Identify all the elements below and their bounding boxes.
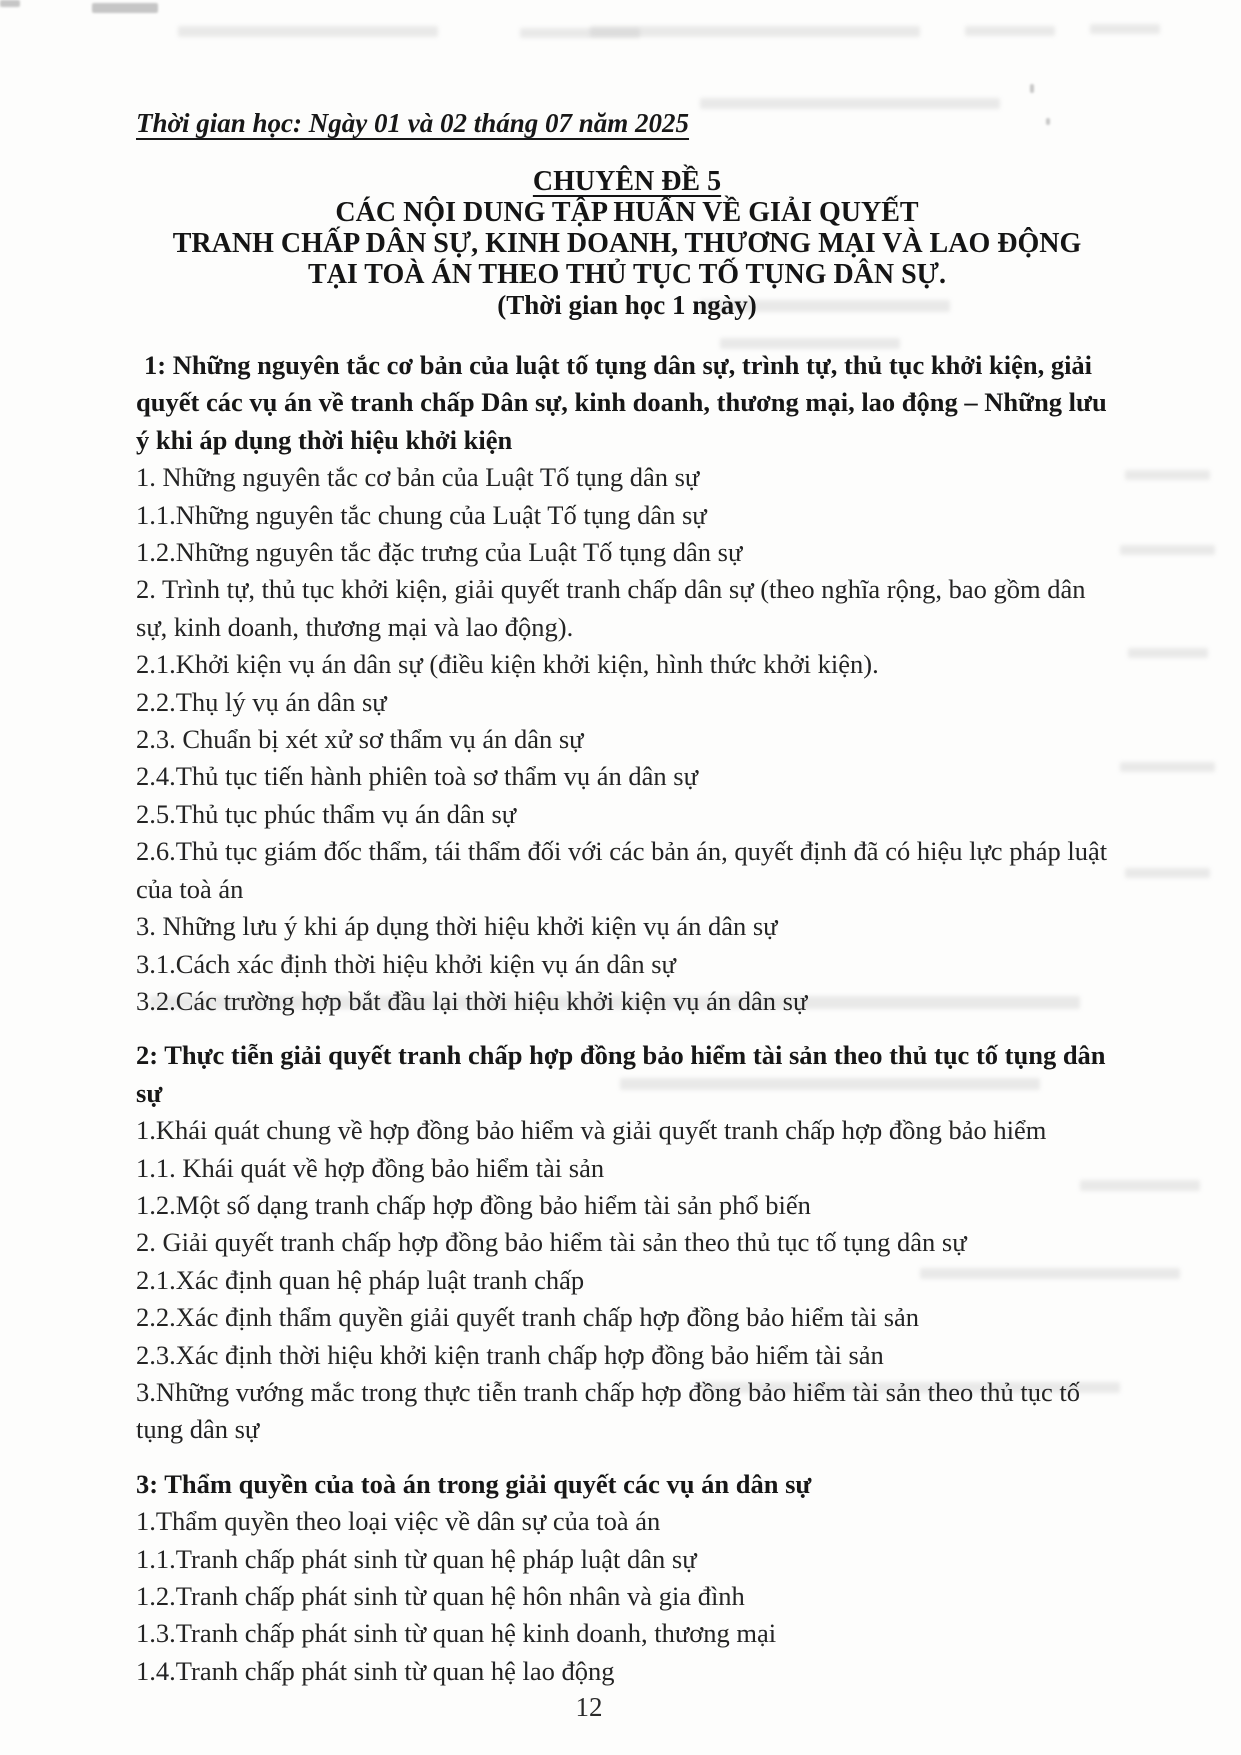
outline-item: 1.Khái quát chung về hợp đồng bảo hiểm và giải quyết tranh chấp hợp đồng bảo hiểm [136,1115,1047,1146]
scan-artifact [1128,648,1208,658]
outline-item: 2. Trình tự, thủ tục khởi kiện, giải quyết tranh chấp dân sự (theo nghĩa rộng, bao gồm dân sự, kinh doanh, thương mại và lao động). [136,574,1086,642]
outline-item: 1.1. Khái quát về hợp đồng bảo hiểm tài sản [136,1152,605,1183]
scan-artifact [92,3,158,13]
outline-item: 3.2.Các trường hợp bắt đầu lại thời hiệu khởi kiện vụ án dân sự [136,985,808,1016]
title-line-4: TẠI TOÀ ÁN THEO THỦ TỤC TỐ TỤNG DÂN SỰ. [308,259,946,290]
outline-item: 3.1.Cách xác định thời hiệu khởi kiện vụ án dân sự [136,948,676,979]
section-2-heading: 2: Thực tiễn giải quyết tranh chấp hợp đồng bảo hiểm tài sản theo thủ tục tố tụng dân sự [136,1040,1106,1108]
outline-item: 1.2.Một số dạng tranh chấp hợp đồng bảo hiểm tài sản phổ biến [136,1189,811,1220]
outline-item: 2.5.Thủ tục phúc thẩm vụ án dân sự [136,798,517,829]
outline-item: 1.2.Tranh chấp phát sinh từ quan hệ hôn nhân và gia đình [136,1581,745,1611]
outline-item: 2. Giải quyết tranh chấp hợp đồng bảo hiểm tài sản theo thủ tục tố tụng dân sự [136,1227,967,1258]
outline-item: 1.4.Tranh chấp phát sinh từ quan hệ lao động [136,1655,615,1686]
outline-item: 3.Những vướng mắc trong thực tiễn tranh chấp hợp đồng bảo hiểm tài sản theo thủ tục tố tụng dân sự [136,1376,1080,1445]
outline-item: 1.1.Những nguyên tắc chung của Luật Tố tụng dân sự [136,499,707,530]
chapter-title [136,166,1118,197]
outline-item: 2.3. Chuẩn bị xét xử sơ thẩm vụ án dân sự [136,724,584,755]
title-line-2: CÁC NỘI DUNG TẬP HUẤN VỀ GIẢI QUYẾT [335,197,919,228]
outline-item: 2.3.Xác định thời hiệu khởi kiện tranh chấp hợp đồng bảo hiểm tài sản [136,1339,884,1370]
outline-item: 1.Thẩm quyền theo loại việc về dân sự của toà án [136,1506,661,1537]
outline-item: 1.3.Tranh chấp phát sinh từ quan hệ kinh doanh, thương mại [136,1618,777,1649]
outline-item: 1.2.Những nguyên tắc đặc trưng của Luật Tố tụng dân sự [136,537,743,568]
section-1-heading: 1: Những nguyên tắc cơ bản của luật tố tụng dân sự, trình tự, thủ tục khởi kiện, giải quyết các vụ án về tranh chấp Dân sự, kinh doanh, thương mại, lao động – Những lưu ý khi áp dụng thời hiệu khởi kiện [136,350,1107,455]
section-3-heading: 3: Thẩm quyền của toà án trong giải quyết các vụ án dân sự [136,1468,812,1499]
outline-item: 3. Những lưu ý khi áp dụng thời hiệu khởi kiện vụ án dân sự [136,911,778,942]
scan-artifact [590,26,920,37]
outline-item: 2.1.Khởi kiện vụ án dân sự (điều kiện khởi kiện, hình thức khởi kiện). [136,649,879,680]
scan-artifact [1120,545,1215,555]
study-time-line: Thời gian học: Ngày 01 và 02 tháng 07 năm 2025 [136,108,690,138]
page-number: 12 [575,1692,603,1723]
scan-artifact [520,28,640,38]
scan-artifact [1030,84,1034,93]
document-content [136,104,1118,1724]
section-3 [136,1466,1118,1690]
scan-artifact [0,0,20,7]
title-line-3: TRANH CHẤP DÂN SỰ, KINH DOANH, THƯƠNG MẠI VÀ LAO ĐỘNG [172,228,1082,259]
outline-item: 1.1.Tranh chấp phát sinh từ quan hệ pháp luật dân sự [136,1543,697,1574]
title-block [136,166,1118,321]
outline-item: 2.4.Thủ tục tiến hành phiên toà sơ thẩm vụ án dân sự [136,761,698,792]
outline-item: 2.1.Xác định quan hệ pháp luật tranh chấp [136,1264,585,1295]
scan-artifact [178,26,438,37]
chapter-title-text: CHUYÊN ĐỀ 5 [532,166,722,197]
outline-item: 2.6.Thủ tục giám đốc thẩm, tái thẩm đối với các bản án, quyết định đã có hiệu lực pháp luật của toà án [136,836,1108,904]
outline-item: 2.2.Xác định thẩm quyền giải quyết tranh chấp hợp đồng bảo hiểm tài sản [136,1302,920,1333]
scan-artifact [1125,868,1210,878]
scan-artifact [1120,762,1215,772]
duration-note: (Thời gian học 1 ngày) [497,290,757,320]
outline-item: 2.2.Thụ lý vụ án dân sự [136,686,387,717]
scan-artifact [1090,24,1160,34]
section-1 [136,347,1118,1020]
section-2 [136,1037,1118,1448]
scan-artifact [965,26,1055,36]
outline-item: 1. Những nguyên tắc cơ bản của Luật Tố tụng dân sự [136,462,700,493]
scan-artifact [1125,470,1210,480]
